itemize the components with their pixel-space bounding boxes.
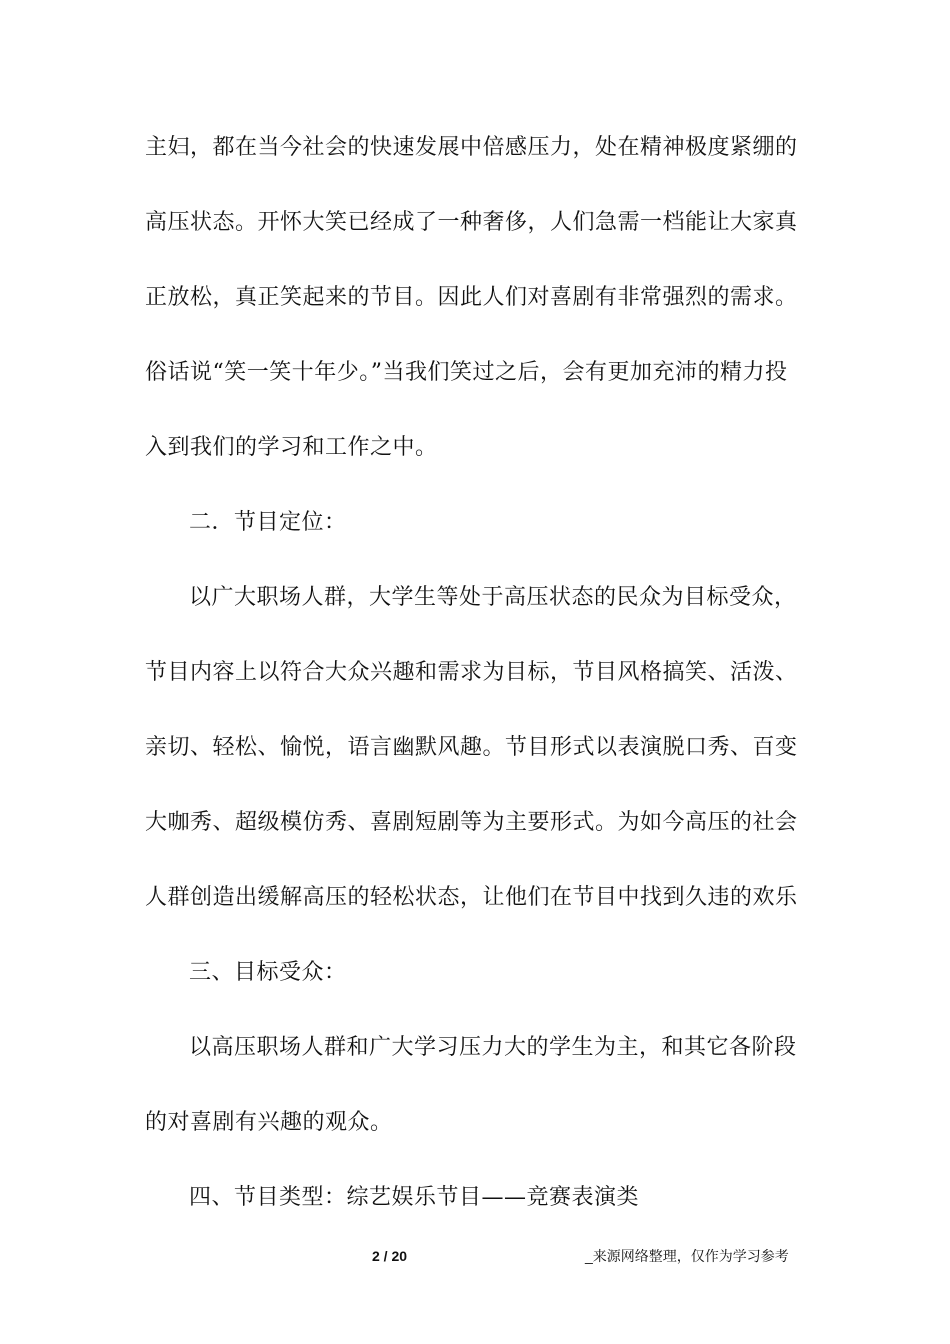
- body-line-9: 亲切、轻松、愉悦，语言幽默风趣。节目形式以表演脱口秀、百变: [145, 735, 798, 760]
- body-line-3: 正放松，真正笑起来的节目。因此人们对喜剧有非常强烈的需求。: [145, 285, 798, 310]
- body-line-5: 入到我们的学习和工作之中。: [145, 435, 438, 460]
- body-line-11: 人群创造出缓解高压的轻松状态，让他们在节目中找到久违的欢乐: [145, 885, 798, 910]
- body-line-7: 以广大职场人群，大学生等处于高压状态的民众为目标受众，: [189, 585, 797, 610]
- section-heading-type: 四、节目类型：综艺娱乐节目——竞赛表演类: [189, 1185, 640, 1210]
- body-line-2: 高压状态。开怀大笑已经成了一种奢侈，人们急需一档能让大家真: [145, 210, 798, 235]
- page-number: 2 / 20: [372, 1248, 408, 1264]
- section-heading-positioning: 二．节目定位：: [189, 510, 347, 535]
- body-line-4: 俗话说“笑一笑十年少。”当我们笑过之后，会有更加充沛的精力投: [145, 360, 788, 385]
- body-line-1: 主妇，都在当今社会的快速发展中倍感压力，处在精神极度紧绷的: [145, 135, 798, 160]
- footer-source-note: _来源网络整理，仅作为学习参考: [585, 1248, 789, 1264]
- body-line-8: 节目内容上以符合大众兴趣和需求为目标，节目风格搞笑、活泼、: [145, 660, 798, 685]
- body-line-10: 大咖秀、超级模仿秀、喜剧短剧等为主要形式。为如今高压的社会: [145, 810, 798, 835]
- section-heading-audience: 三、目标受众：: [189, 960, 347, 985]
- body-line-14: 的对喜剧有兴趣的观众。: [145, 1110, 393, 1135]
- body-line-13: 以高压职场人群和广大学习压力大的学生为主，和其它各阶段: [189, 1035, 797, 1060]
